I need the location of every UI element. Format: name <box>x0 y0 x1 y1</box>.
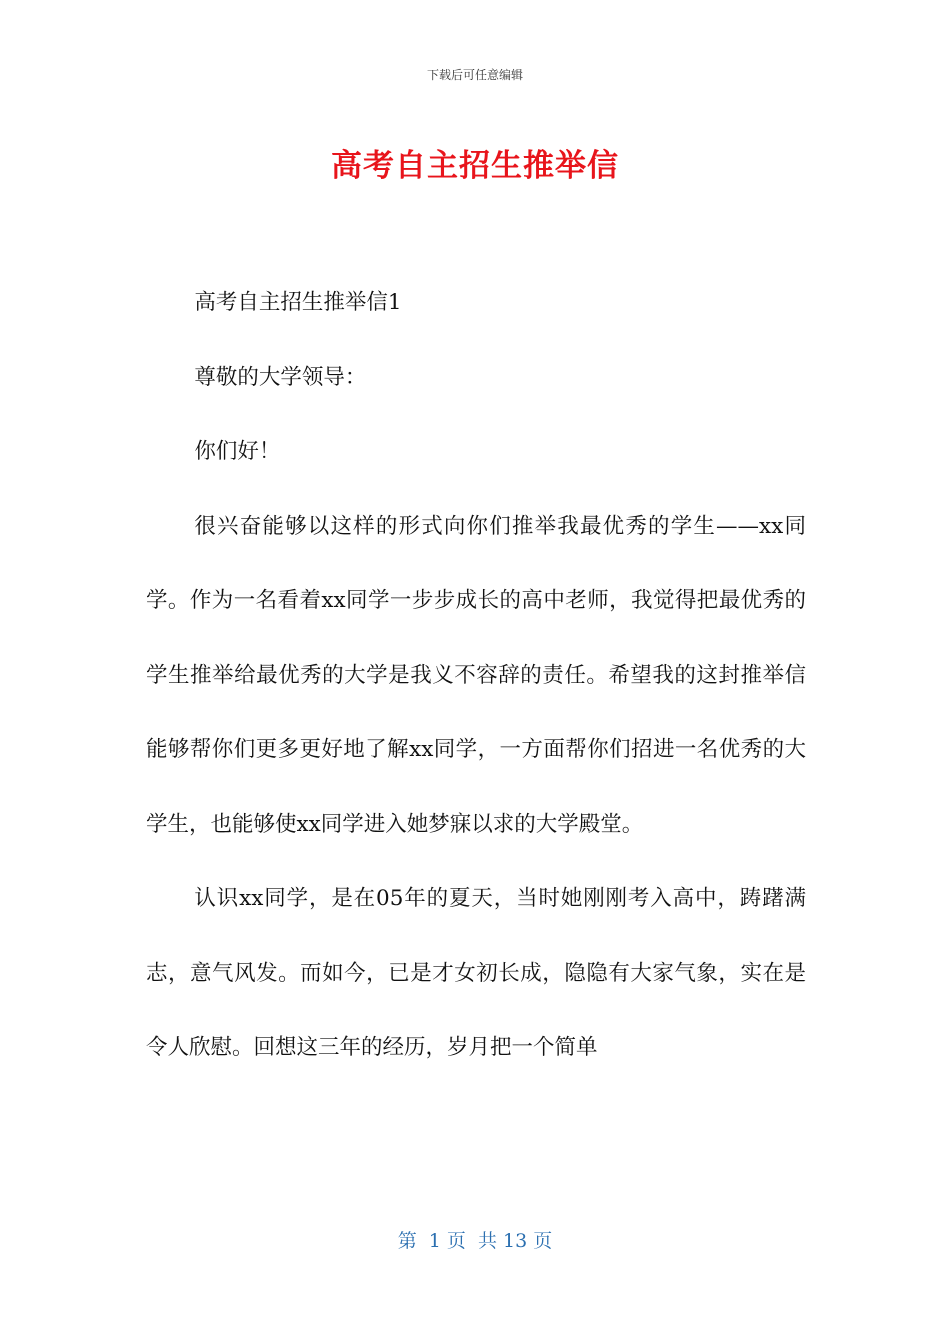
paragraph-intro: 很兴奋能够以这样的形式向你们推举我最优秀的学生——xx同学。作为一名看着xx同学一步步成长的高中老师，我觉得把最优秀的学生推举给最优秀的大学是我义不容辞的责任。希望我的这封推举信能够帮你们更多更好地了解xx同学，一方面帮你们招进一名优秀的大学生，也能够使xx同学进入她梦寐以求的大学殿堂。 <box>146 513 806 837</box>
page-number-footer <box>0 1226 950 1253</box>
document-title: 高考自主招生推举信 <box>331 148 619 184</box>
paragraph-acquaintance: 认识xx同学，是在05年的夏天，当时她刚刚考入高中，踌躇满志，意气风发。而如今，已是才女初长成，隐隐有大家气象，实在是令人欣慰。回想这三年的经历，岁月把一个简单 <box>146 886 806 1060</box>
paragraph-heading: 高考自主招生推举信1 <box>194 290 402 315</box>
paragraph-greeting: 你们好！ <box>194 439 281 464</box>
document-body <box>146 266 806 1086</box>
header-note: 下载后可任意编辑 <box>426 68 523 82</box>
paragraph-salutation: 尊敬的大学领导： <box>194 364 367 390</box>
page-number-label: 第 1 页 共 13 页 <box>397 1230 553 1252</box>
